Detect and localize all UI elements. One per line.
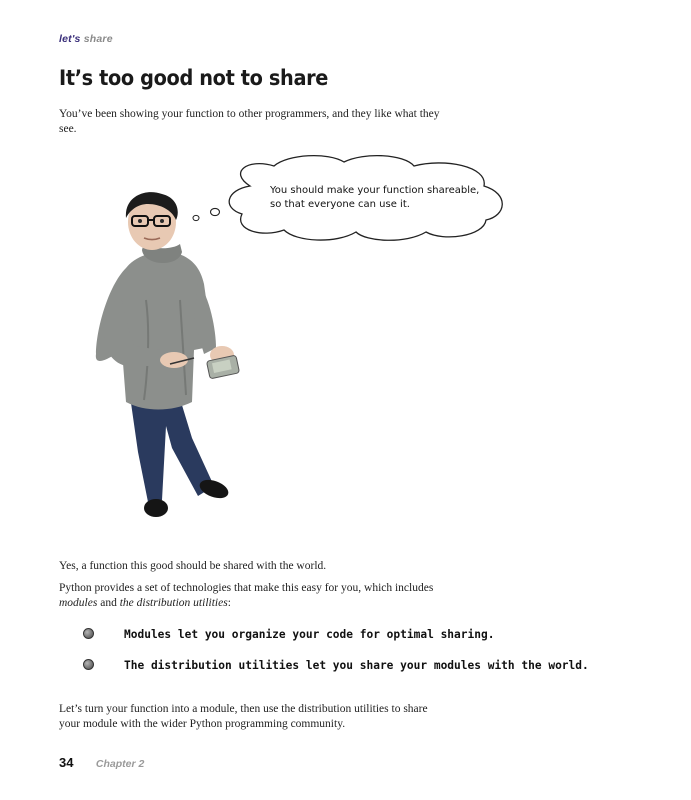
p3-end: : xyxy=(227,596,231,609)
paragraph-technologies xyxy=(59,581,439,610)
chapter-label: Chapter 2 xyxy=(95,758,145,770)
p3-modules: modules xyxy=(59,596,98,609)
thought-line-2: so that everyone can use it. xyxy=(270,199,410,210)
p3-distribution-utilities: the distribution utilities xyxy=(119,596,228,609)
section-tag-rest: share xyxy=(83,33,113,45)
left-eye xyxy=(138,219,142,223)
paragraph-share: Yes, a function this good should be shared with the world. xyxy=(59,560,327,572)
thought-line-1: You should make your function shareable, xyxy=(270,185,480,196)
bullet-list xyxy=(82,626,589,688)
paragraph-module: Let’s turn your function into a module, then use the distribution utilities to share your module with the wider Python programming community. xyxy=(59,703,428,730)
section-tag xyxy=(59,33,113,45)
page-number: 34 xyxy=(59,755,74,770)
bullet-dot-icon xyxy=(83,659,94,670)
bullet-text: The distribution utilities let you share your modules with the world. xyxy=(124,659,589,672)
page-footer xyxy=(59,754,144,772)
left-shoe xyxy=(144,499,168,517)
bullet-dot-icon xyxy=(83,628,94,639)
bullet-item xyxy=(82,657,589,688)
p3-start: Python provides a set of technologies that make this easy for you, which includes xyxy=(59,582,434,594)
person-illustration xyxy=(86,190,256,530)
right-eye xyxy=(160,219,164,223)
p3-mid: and xyxy=(97,596,120,609)
section-tag-lead: let's xyxy=(59,33,81,45)
intro-paragraph: You’ve been showing your function to other programmers, and they like what they see. xyxy=(59,108,440,135)
bullet-item xyxy=(82,626,589,657)
bullet-text: Modules let you organize your code for optimal sharing. xyxy=(124,628,495,641)
thought-text xyxy=(270,184,485,212)
page-title: It’s too good not to share xyxy=(59,66,329,90)
